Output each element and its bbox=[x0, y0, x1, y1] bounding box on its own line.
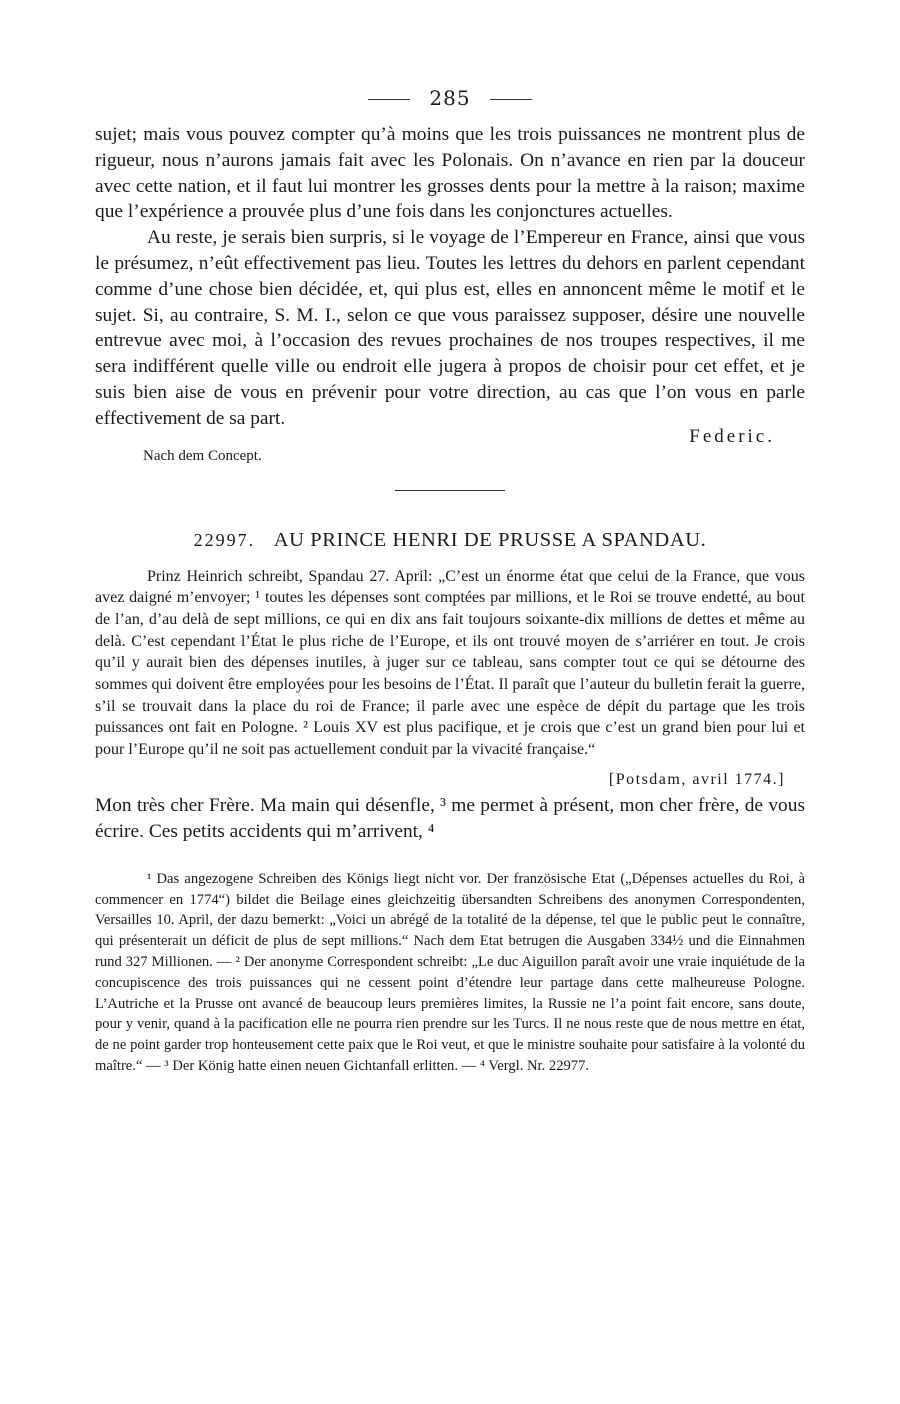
footnote-text: ¹ Das angezogene Schreiben des Königs liegt nicht vor. Der französische Etat („Dépenses actuelles du Roi, à commencer en 1774“) bildet die Beilage eines gleichzeitig übersandten Schreibens des anonymen Correspondenten, Versailles 10. April, der dazu bemerkt: „Voici un abrégé de la totalité de la dépense, tel que le public peut le connaître, qui présenterait un déficit de plus de sept millions.“ Nach dem Etat betrugen die Ausgaben 334½ und die Einnahmen rund 327 Millionen. — ² Der anonyme Correspondent schreibt: „Le duc Aiguillon paraît avoir une vraie inquiétude de la concupiscence des trois puissances qui ne cessent point d’étendre leur partage dans cette malheureuse Pologne. L’Autriche et la Prusse ont avancé de beaucoup leurs premières limites, la Russie ne l’a point fait encore, sans doute, pour y venir, quand à la pacification elle ne pourra rien prendre sur les Turcs. Il ne nous reste que de nous mettre en état, de ne point garder trop honteusement cette paix que le Roi veut, et que le ministre souhaite pour satisfaire à la volonté du maître.“ — ³ Der König hatte einen neuen Gichtanfall erlitten. — ⁴ Vergl. Nr. 22977. bbox=[95, 870, 805, 1075]
header-rule-right bbox=[490, 99, 532, 100]
header-rule-left bbox=[368, 99, 410, 100]
letter-end-paragraph-2: Au reste, je serais bien surpris, si le voyage de l’Empereur en France, ainsi que vous le présumez, n’eût effectivement pas lieu. Toutes les lettres du dehors en parlent cependant comme d’une chose bien décidée, et, qui plus est, elles en annoncent même le motif et le sujet. Si, au contraire, S. M. I., selon ce que vous paraissez supposer, désire une nouvelle entrevue avec moi, à l’occasion des revues prochaines de nos troupes respectives, il me sera indifférent quelle ville ou endroit elle jugera à propos de choisir pour cet effet, et je suis bien aise de vous en prévenir pour votre direction, au cas que l’on vous en parle effectivement de sa part. bbox=[95, 227, 805, 429]
page-header bbox=[95, 86, 805, 110]
dateline: [Potsdam, avril 1774.] bbox=[608, 770, 785, 788]
letter-number: 22997. bbox=[193, 529, 256, 550]
letter-title: AU PRINCE HENRI DE PRUSSE A SPANDAU. bbox=[273, 528, 707, 551]
letter-closing bbox=[95, 425, 805, 476]
source-note: Nach dem Concept. bbox=[143, 447, 262, 464]
letter-end-paragraph-1: sujet; mais vous pouvez compter qu’à moins que les trois puissances ne montrent plus de rigueur, nous n’aurons jamais fait avec les Polonais. On n’avance en rien par la douceur avec cette nation, et il faut lui montrer les grosses dents pour la mettre à la raison; maxime que l’expérience a prouvée plus d’une fois dans les conjonctures actuelles. bbox=[95, 124, 805, 223]
letter-summary: Prinz Heinrich schreibt, Spandau 27. April: „C’est un énorme état que celui de la France, que vous avez daigné m’envoyer; ¹ toutes les dépenses sont comptées par millions, et le Roi se trouve endetté, au bout de l’an, d’au delà de sept millions, ce qui en dix ans fait toujours soixante-dix millions de dettes et même au delà. C’est cependant l’État le plus riche de l’Europe, et ils ont trouvé moyen de s’arriérer en tout. Je crois qu’il y aurait bien des dépenses inutiles, à juger sur ce tableau, sans compter tout ce qui se détourne des sommes qui doivent être employées pour les besoins de l’État. Il paraît que l’auteur du bulletin ferait la guerre, s’il se trouvait dans la place du roi de France; il parle avec une espèce de dépit du partage que les trois puissances ont fait en Pologne. ² Louis XV est plus pacifique, et je crois que c’est un grand bien pour lui et pour l’Europe qu’il ne soit pas actuellement conduit par la vivacité française.“ bbox=[95, 567, 805, 759]
letter-heading bbox=[95, 529, 805, 552]
letter-opening: Mon très cher Frère. Ma main qui désenfle, ³ me permet à présent, mon cher frère, de vous écrire. Ces petits accidents qui m’arrivent, ⁴ bbox=[95, 794, 805, 842]
signature: Federic. bbox=[689, 425, 775, 447]
section-divider bbox=[395, 490, 505, 491]
footnotes bbox=[95, 869, 805, 1077]
page-number: 285 bbox=[429, 86, 471, 110]
page bbox=[95, 86, 805, 1077]
